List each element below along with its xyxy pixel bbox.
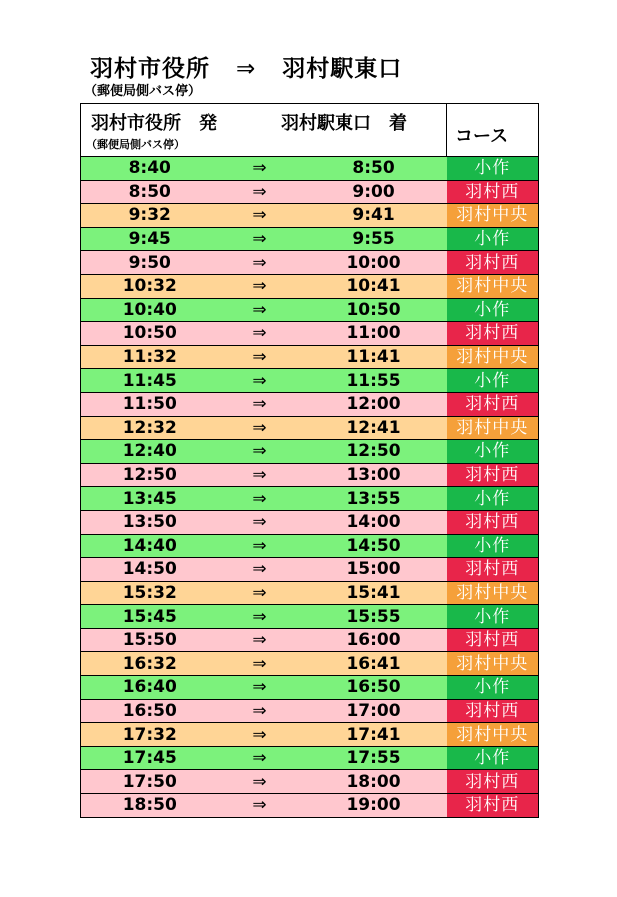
header-departure: 羽村市役所 発 xyxy=(91,113,217,134)
departure-time: 14:40 xyxy=(81,534,219,558)
header-arrival: 羽村駅東口 着 xyxy=(281,113,407,134)
table-row xyxy=(81,440,539,464)
header-time-cell xyxy=(81,104,447,157)
arrival-time: 14:50 xyxy=(301,534,447,558)
course-label: 小作 xyxy=(447,369,539,393)
course-label: 羽村西 xyxy=(447,251,539,275)
course-label: 羽村西 xyxy=(447,510,539,534)
arrow-icon: ⇒ xyxy=(219,416,301,440)
course-label: 羽村中央 xyxy=(447,723,539,747)
course-label: 羽村西 xyxy=(447,180,539,204)
table-row xyxy=(81,605,539,629)
arrival-time: 16:50 xyxy=(301,676,447,700)
departure-time: 14:50 xyxy=(81,558,219,582)
table-row xyxy=(81,534,539,558)
arrow-icon: ⇒ xyxy=(219,699,301,723)
arrival-time: 18:00 xyxy=(301,770,447,794)
arrow-icon: ⇒ xyxy=(219,180,301,204)
header-course: コース xyxy=(455,126,509,147)
arrow-icon: ⇒ xyxy=(219,440,301,464)
table-row xyxy=(81,251,539,275)
departure-time: 8:40 xyxy=(81,157,219,181)
course-label: 小作 xyxy=(447,534,539,558)
arrival-time: 10:00 xyxy=(301,251,447,275)
course-label: 羽村西 xyxy=(447,794,539,818)
table-row xyxy=(81,628,539,652)
arrow-icon: ⇒ xyxy=(219,204,301,228)
departure-time: 10:40 xyxy=(81,298,219,322)
arrow-icon: ⇒ xyxy=(219,794,301,818)
table-row xyxy=(81,157,539,181)
course-label: 羽村西 xyxy=(447,392,539,416)
arrival-time: 16:41 xyxy=(301,652,447,676)
departure-time: 15:32 xyxy=(81,581,219,605)
course-label: 小作 xyxy=(447,440,539,464)
departure-time: 9:50 xyxy=(81,251,219,275)
arrival-time: 13:00 xyxy=(301,463,447,487)
arrow-icon: ⇒ xyxy=(219,369,301,393)
arrow-icon: ⇒ xyxy=(219,534,301,558)
course-label: 羽村西 xyxy=(447,463,539,487)
title-origin: 羽村市役所 xyxy=(90,56,210,82)
arrow-icon: ⇒ xyxy=(219,628,301,652)
arrow-icon: ⇒ xyxy=(219,298,301,322)
table-row xyxy=(81,699,539,723)
departure-time: 16:40 xyxy=(81,676,219,700)
table-row xyxy=(81,652,539,676)
table-row xyxy=(81,676,539,700)
table-row xyxy=(81,369,539,393)
departure-time: 12:50 xyxy=(81,463,219,487)
arrival-time: 11:00 xyxy=(301,322,447,346)
course-label: 羽村西 xyxy=(447,628,539,652)
course-label: 羽村中央 xyxy=(447,652,539,676)
table-row xyxy=(81,487,539,511)
table-row xyxy=(81,463,539,487)
arrival-time: 9:00 xyxy=(301,180,447,204)
header-departure-sub: （郵便局側バス停） xyxy=(86,138,185,151)
table-row xyxy=(81,392,539,416)
table-row xyxy=(81,416,539,440)
arrow-icon: ⇒ xyxy=(219,322,301,346)
arrow-icon: ⇒ xyxy=(219,251,301,275)
departure-time: 17:32 xyxy=(81,723,219,747)
departure-time: 17:45 xyxy=(81,746,219,770)
arrival-time: 13:55 xyxy=(301,487,447,511)
arrow-icon: ⇒ xyxy=(219,770,301,794)
course-label: 小作 xyxy=(447,298,539,322)
departure-time: 16:32 xyxy=(81,652,219,676)
arrival-time: 17:00 xyxy=(301,699,447,723)
departure-time: 18:50 xyxy=(81,794,219,818)
course-label: 羽村西 xyxy=(447,322,539,346)
table-row xyxy=(81,204,539,228)
table-row xyxy=(81,581,539,605)
arrival-time: 14:00 xyxy=(301,510,447,534)
arrow-icon: ⇒ xyxy=(219,392,301,416)
page-subtitle: （郵便局側バス停） xyxy=(84,84,202,99)
departure-time: 15:50 xyxy=(81,628,219,652)
arrival-time: 12:50 xyxy=(301,440,447,464)
arrow-icon: ⇒ xyxy=(219,487,301,511)
header-course-cell xyxy=(447,104,539,157)
course-label: 羽村中央 xyxy=(447,416,539,440)
course-label: 羽村中央 xyxy=(447,345,539,369)
course-label: 小作 xyxy=(447,157,539,181)
table-row xyxy=(81,298,539,322)
arrival-time: 15:55 xyxy=(301,605,447,629)
departure-time: 17:50 xyxy=(81,770,219,794)
arrow-icon: ⇒ xyxy=(219,723,301,747)
arrow-icon: ⇒ xyxy=(219,274,301,298)
arrow-icon: ⇒ xyxy=(219,605,301,629)
departure-time: 11:32 xyxy=(81,345,219,369)
table-row xyxy=(81,558,539,582)
arrow-icon: ⇒ xyxy=(219,157,301,181)
departure-time: 13:50 xyxy=(81,510,219,534)
departure-time: 9:45 xyxy=(81,227,219,251)
arrow-icon: ⇒ xyxy=(219,581,301,605)
arrow-icon: ⇒ xyxy=(219,652,301,676)
course-label: 小作 xyxy=(447,676,539,700)
arrival-time: 16:00 xyxy=(301,628,447,652)
course-label: 羽村西 xyxy=(447,699,539,723)
course-label: 小作 xyxy=(447,487,539,511)
departure-time: 12:32 xyxy=(81,416,219,440)
arrival-time: 10:41 xyxy=(301,274,447,298)
arrow-icon: ⇒ xyxy=(219,558,301,582)
table-row xyxy=(81,723,539,747)
arrival-time: 10:50 xyxy=(301,298,447,322)
arrival-time: 12:41 xyxy=(301,416,447,440)
arrow-icon: ⇒ xyxy=(219,463,301,487)
course-label: 羽村中央 xyxy=(447,581,539,605)
arrival-time: 11:41 xyxy=(301,345,447,369)
departure-time: 13:45 xyxy=(81,487,219,511)
departure-time: 10:32 xyxy=(81,274,219,298)
departure-time: 8:50 xyxy=(81,180,219,204)
departure-time: 11:50 xyxy=(81,392,219,416)
arrow-icon: ⇒ xyxy=(219,510,301,534)
departure-time: 10:50 xyxy=(81,322,219,346)
table-row xyxy=(81,770,539,794)
arrival-time: 15:41 xyxy=(301,581,447,605)
departure-time: 16:50 xyxy=(81,699,219,723)
title-arrow: ⇒ xyxy=(236,56,257,82)
table-row xyxy=(81,180,539,204)
table-row xyxy=(81,345,539,369)
table-row xyxy=(81,510,539,534)
page-title xyxy=(90,50,402,83)
arrival-time: 9:55 xyxy=(301,227,447,251)
arrival-time: 19:00 xyxy=(301,794,447,818)
timetable xyxy=(80,103,539,818)
arrival-time: 17:55 xyxy=(301,746,447,770)
course-label: 小作 xyxy=(447,605,539,629)
arrival-time: 15:00 xyxy=(301,558,447,582)
course-label: 羽村西 xyxy=(447,770,539,794)
arrow-icon: ⇒ xyxy=(219,227,301,251)
table-row xyxy=(81,227,539,251)
arrival-time: 12:00 xyxy=(301,392,447,416)
departure-time: 11:45 xyxy=(81,369,219,393)
table-row xyxy=(81,322,539,346)
course-label: 羽村中央 xyxy=(447,274,539,298)
table-row xyxy=(81,794,539,818)
departure-time: 15:45 xyxy=(81,605,219,629)
arrow-icon: ⇒ xyxy=(219,746,301,770)
course-label: 羽村中央 xyxy=(447,204,539,228)
table-row xyxy=(81,746,539,770)
arrival-time: 8:50 xyxy=(301,157,447,181)
table-header-row xyxy=(81,104,539,157)
course-label: 小作 xyxy=(447,746,539,770)
arrival-time: 9:41 xyxy=(301,204,447,228)
title-destination: 羽村駅東口 xyxy=(282,56,403,82)
departure-time: 9:32 xyxy=(81,204,219,228)
table-row xyxy=(81,274,539,298)
course-label: 羽村西 xyxy=(447,558,539,582)
course-label: 小作 xyxy=(447,227,539,251)
arrow-icon: ⇒ xyxy=(219,676,301,700)
departure-time: 12:40 xyxy=(81,440,219,464)
arrival-time: 11:55 xyxy=(301,369,447,393)
arrow-icon: ⇒ xyxy=(219,345,301,369)
arrival-time: 17:41 xyxy=(301,723,447,747)
